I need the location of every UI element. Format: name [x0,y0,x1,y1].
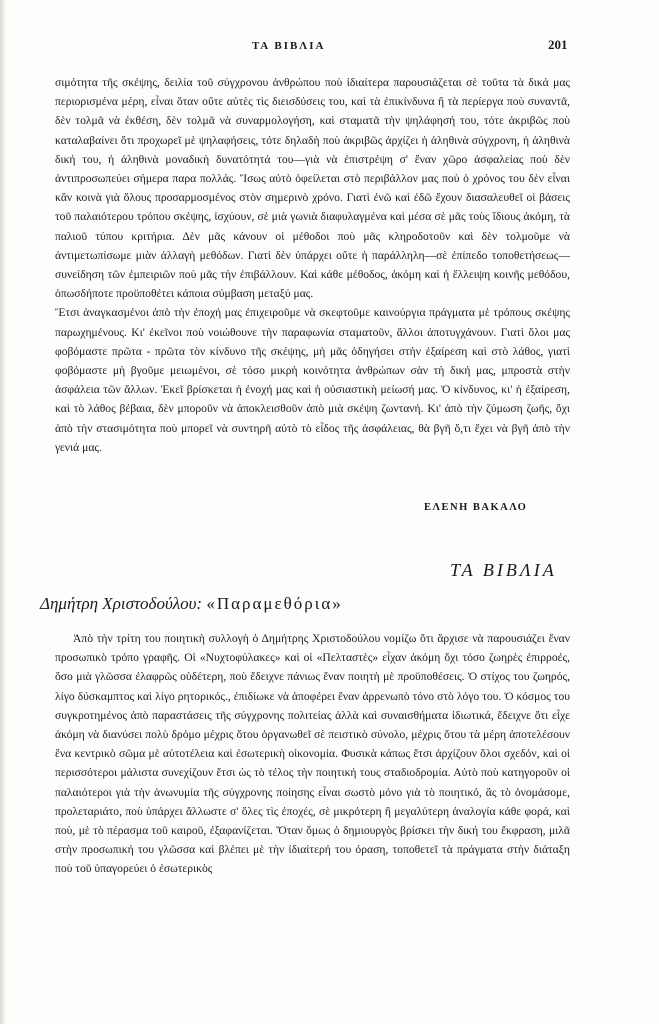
section-title: ΤΑ ΒΙΒΛΙΑ [450,560,557,580]
review-body [55,629,570,879]
review-paragraph: Ἀπὸ τὴν τρίτη του ποιητικὴ συλλογὴ ὁ Δημήτρης Χριστοδούλου νομίζω ὅτι ἄρχισε νὰ παρουσιάζει ἕναν προσωπικὸ τρόπο γραφῆς. Οἱ «Νυχτοφύλακες» καὶ οἱ «Πελταστὲς» εἶχαν ἀκόμη ὄχι τόσο ζωηρὲς ἐπιρροές, ὅσο μιὰ γλῶσσα ἐλαφρῶς οὐδέτερη, ποὺ ἔδειχνε πάνιως ἕναν ποιητὴ μὲ προϋποθέσεις. Ὁ στίχος του ζωηρός, λίγο δύσκαμπτος καὶ λίγο ρητορικός., ἐπιδίωκε νὰ ἀποφέρει ἕναν ἀρρενωπὸ τόνο στὸ λόγο του. Ὁ κόσμος του συγκροτημένος ἀπὸ παραστάσεις τῆς σύγχρονης πολιτείας ἀλλὰ καὶ συναισθήματα ἰδιωτικά, ἔδειχνε ὅτι εἶχε ἀκόμη νὰ διανύσει πολὺ δρόμο μέχρις ὅτου ὀργανωθεῖ σὲ πειστικὸ σύνολο, μέχρις ὅτου τὰ μέρη ἀποτελέσουν ἕνα κεντρικὸ σῶμα μὲ αὐτοτέλεια καὶ ἐσωτερικὴ οἰκονομία. Φυσικὰ κάπως ἔτσι ἀρχίζουν ὅλοι σχεδόν, καὶ οἱ περισσότεροι μάλιστα συνεχίζουν ἔτσι ὡς τὸ τέλος τὴν ποιητική τους σταδιοδρομία. Αὐτὸ ποὺ κατηγοροῦν οἱ παλαιότεροι γιὰ τὴν ἀνωνυμία τῆς σύγχρονης ποίησης εἶναι σωστὸ μόνο γιὰ τὸ ποιητικό, ἂς τὸ ὀνομάσομε, προλεταριάτο, ποὺ ὑπάρχει ἄλλωστε σ' ὅλες τὶς ἐποχές, σὲ μικρότερη ἢ μεγαλύτερη ἀναλογία κάθε φορά, καὶ ποὺ, μὲ τὸ πέρασμα τοῦ καιροῦ, ἐξαφανίζεται. Ὅταν ὅμως ὁ δημιουργὸς βρίσκει τὴν δική του ἔκφραση, μιλᾶ στὴν προσωπική του γλῶσσα καὶ βλέπει μὲ τὴν ἰδιαίτερή του όραση, τοποθετεῖ τὰ πράγματα στὴν διάταξη ποὺ τοῦ ὑπαγορεύει ὁ ἐσωτερικὸς [55,632,570,876]
essay-paragraph: Ἔτσι ἀναγκασμένοι ἀπὸ τὴν ἐποχή μας ἐπιχειροῦμε νὰ σκεφτοῦμε καινούργια πράγματα μὲ τρόπους σκέψης παρωχημένους. Κι' ἐκεῖνοι ποὺ νοιώθουνε τὴν παραφωνία σταματοῦν, ἄλλοι ἀποτυγχάνουν. Γιατὶ ὅλοι μας φοβόμαστε πρῶτα - πρῶτα τὸν κίνδυνο τῆς σκέψης, μὴ μᾶς ὁδηγήσει στὴν ἐξαίρεση καὶ στὸ λάθος, γιατὶ φοβόμαστε μὴ βγοῦμε μειωμένοι, σὲ τόσο μικρὴ κοινότητα ἀνθρώπων σὰν τὴ δική μας, μπροστὰ στὴν ἀσφάλεια τῶν ἄλλων. Ἐκεῖ βρίσκεται ἡ ἐνοχή μας καὶ ἡ οὐσιαστικὴ μείωσή μας. Ὁ κίνδυνος, κι' ἡ ἐξαίρεση, καὶ τὸ λάθος βέβαια, δὲν μποροῦν νὰ ἀποκλεισθοῦν ἀπὸ μιὰ σκέψη ζωντανή. Κι' ἀπὸ τὴν ζύμωση ζωῆς, ὄχι ἀπὸ τὴν στασιμότητα ποὺ μπορεῖ νὰ συντηρῆ αὐτὸ τὸ εἶδος τῆς ἀσφάλειας, θὰ βγῆ ὅ,τι ἔχει νὰ βγῆ ἀπὸ τὴν γενιά μας. [55,306,570,454]
review-book-title: «Παραμεθόρια» [206,594,343,613]
review-heading [40,594,343,614]
essay-paragraph: σιμότητα τῆς σκέψης, δειλία τοῦ σύγχρονου ἀνθρώπου ποὺ ἰδιαίτερα παρουσιάζεται σὲ τοῦτα τὰ δικά μας περιορισμένα μέρη, εἶναι ὅταν οὔτε αὐτὲς τὶς διεισδύσεις του, καὶ τὰ ἐπικίνδυνα ἢ τὰ περίεργα ποὺ συναντᾶ, δὲν τολμᾶ νὰ ἐκθέση, δὲν τολμᾶ νὰ συναρμολογήση, καὶ σταματᾶ τὴν ψηλάφησή του, τότε ἀκριβῶς ποὺ καταλαβαίνει ὅτι προχωρεῖ μὲ ψηλαφήσεις, τότε δηλαδὴ ποὺ ἀκριβῶς ἀρχίζει ἡ ἀληθινὰ σύγχρονη, ἡ ἀληθινὰ δική του, ἡ ἀληθινὰ μοναδικὴ δυνατότητά του—γιὰ νὰ ἐπιστρέψη σ' ἕναν χῶρο ἀσφαλείας ποὺ δὲν ἀντιπροσωπεύει σήμερα παρα πολλάς. Ἴσως αὐτὸ ὀφείλεται στὸ περιβάλλον μας ποὺ ὁ χρόνος του δὲν εἶναι κἂν κοινὰ γιὰ ὅλους προσαρμοσμένος στὸν σημερινὸ χρόνο. Γιατὶ ἐνῶ καὶ ἐδῶ ἔχουν διασαλευθεῖ οἱ βάσεις τοῦ παλαιότερου τρόπου σκέψης, ἰσχύουν, σὲ μιὰ γωνιὰ διαφυλαγμένα καὶ μέσα σὲ μᾶς τοὺς ἴδιους ἀκόμη, τὰ παλιοῦ τύπου κριτήρια. Δὲν μᾶς κάνουν οἱ μέθοδοι ποὺ μᾶς κληροδοτοῦν καὶ δὲν τολμοῦμε νὰ ἀντιμετωπίσωμε μιὰν ἀλλαγὴ μεθόδων. Γιατὶ δὲν ὑπάρχει οὔτε ἡ παράλληλη—σὲ ἐπίπεδο τοποθετήσεως—συνείδηση τῶν ἐμπειριῶν ποὺ μᾶς τὴν ἐπιβάλλουν. Καὶ κάθε μέθοδος, ἀκόμη καὶ ἡ ἔλλειψη κοινῆς μεθόδου, ὁπωσδήποτε προϋποθέτει κάποια σύμβαση μεταξύ μας. [55,76,570,301]
running-head: ΤΑ ΒΙΒΛΙΑ [252,40,326,52]
review-author: Δημήτρη Χριστοδούλου: [40,594,203,613]
author-signature: ΕΛΕΝΗ ΒΑΚΑΛΟ [424,502,528,513]
page-number: 201 [548,37,568,52]
essay-body [55,73,570,457]
